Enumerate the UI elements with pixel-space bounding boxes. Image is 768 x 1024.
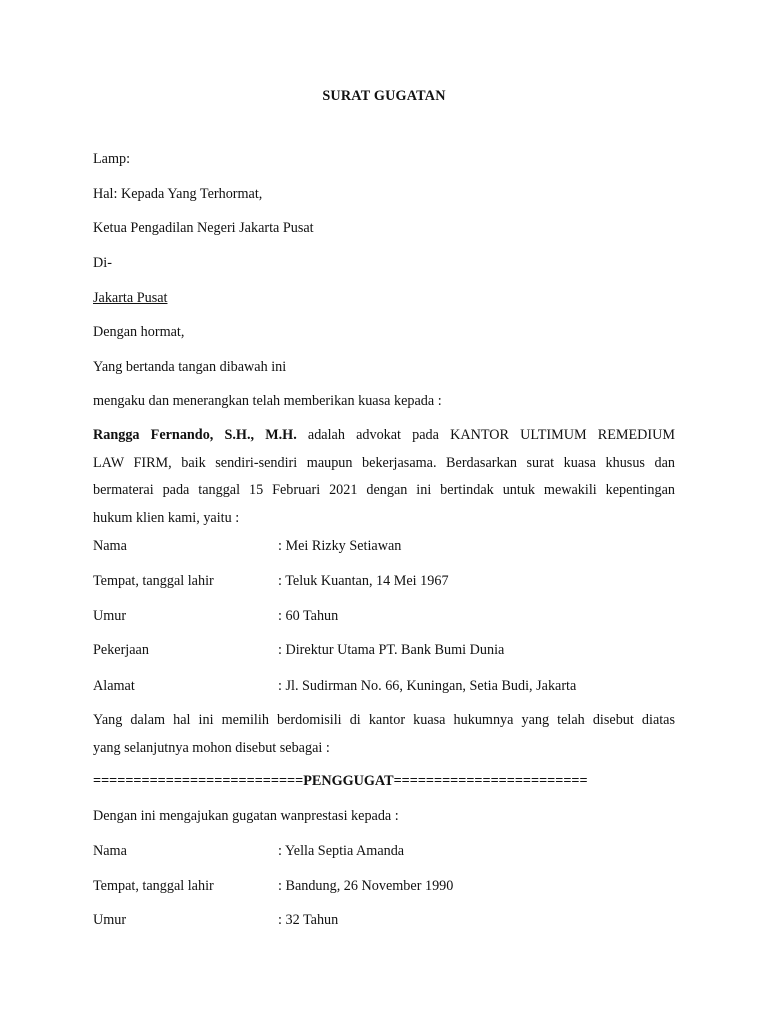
domicile-line-1: Yang dalam hal ini memilih berdomisili di kantor kuasa hukumnya yang telah disebut diatas bbox=[93, 712, 675, 728]
advocate-name: Rangga Fernando, S.H., M.H. bbox=[93, 427, 297, 443]
plaintiff-label: Umur bbox=[93, 608, 127, 624]
plaintiff-label: Tempat, tanggal lahir bbox=[93, 573, 214, 589]
place-line: Jakarta Pusat bbox=[93, 290, 168, 306]
plaintiff-value: : Mei Rizky Setiawan bbox=[278, 538, 402, 554]
advocate-line-1-rest: adalah advokat pada KANTOR ULTIMUM REMEDIUM bbox=[296, 427, 675, 443]
plaintiff-label: Nama bbox=[93, 538, 127, 554]
defendant-value: : 32 Tahun bbox=[278, 912, 339, 928]
hal-line: Hal: Kepada Yang Terhormat, bbox=[93, 186, 263, 202]
recipient-line: Ketua Pengadilan Negeri Jakarta Pusat bbox=[93, 220, 314, 236]
defendant-value: : Yella Septia Amanda bbox=[278, 843, 405, 859]
advocate-line-3: bermaterai pada tanggal 15 Februari 2021 dengan ini bertindak untuk mewakili kepentingan bbox=[93, 482, 675, 498]
plaintiff-separator: ==========================PENGGUGAT======================== bbox=[93, 773, 588, 789]
advocate-paragraph bbox=[93, 422, 675, 532]
claim-intro-line: Dengan ini mengajukan gugatan wanprestasi kepada : bbox=[93, 808, 399, 824]
document-title: SURAT GUGATAN bbox=[322, 88, 446, 104]
defendant-label: Nama bbox=[93, 843, 127, 859]
defendant-label: Tempat, tanggal lahir bbox=[93, 878, 214, 894]
defendant-value: : Bandung, 26 November 1990 bbox=[278, 878, 454, 894]
domicile-paragraph bbox=[93, 707, 675, 762]
intro-line-1: Yang bertanda tangan dibawah ini bbox=[93, 359, 287, 375]
plaintiff-label: Alamat bbox=[93, 678, 135, 694]
advocate-line-1 bbox=[93, 422, 675, 450]
plaintiff-label: Pekerjaan bbox=[93, 642, 149, 658]
intro-line-2: mengaku dan menerangkan telah memberikan kuasa kepada : bbox=[93, 393, 442, 409]
lamp-line: Lamp: bbox=[93, 151, 131, 167]
greeting-line: Dengan hormat, bbox=[93, 324, 185, 340]
advocate-line-4: hukum klien kami, yaitu : bbox=[93, 509, 240, 526]
domicile-line-2: yang selanjutnya mohon disebut sebagai : bbox=[93, 739, 330, 756]
di-line: Di- bbox=[93, 255, 112, 271]
plaintiff-value: : 60 Tahun bbox=[278, 608, 339, 624]
plaintiff-value: : Jl. Sudirman No. 66, Kuningan, Setia Budi, Jakarta bbox=[278, 678, 577, 694]
plaintiff-value: : Teluk Kuantan, 14 Mei 1967 bbox=[278, 573, 449, 589]
plaintiff-value: : Direktur Utama PT. Bank Bumi Dunia bbox=[278, 642, 505, 658]
defendant-label: Umur bbox=[93, 912, 127, 928]
advocate-line-2: LAW FIRM, baik sendiri-sendiri maupun bekerjasama. Berdasarkan surat kuasa khusus dan bbox=[93, 454, 675, 471]
